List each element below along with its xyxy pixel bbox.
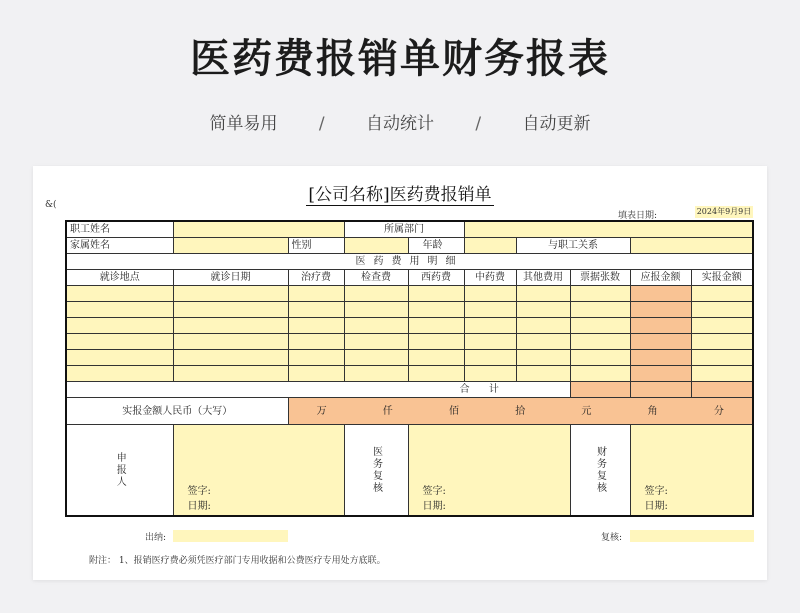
column-header-row (66, 270, 753, 286)
gender-field[interactable] (344, 238, 408, 254)
col-header-other: 其他费用 (516, 270, 570, 286)
claimed-cell[interactable] (630, 366, 691, 382)
applicant-date-label: 日期: (187, 501, 211, 512)
applicant-sign-box[interactable] (173, 425, 344, 517)
tag-auto-stat: 自动统计 (366, 114, 434, 134)
expense-cell[interactable] (516, 286, 570, 302)
expense-cell[interactable] (344, 334, 408, 350)
expense-row (66, 302, 753, 318)
total-row (66, 382, 753, 398)
expense-cell[interactable] (464, 350, 516, 366)
expense-cell[interactable] (516, 350, 570, 366)
unit-jiao: 角 (647, 405, 658, 417)
finance-review-sign-box[interactable] (630, 425, 753, 517)
applicant-label: 申报人 (114, 452, 126, 488)
finance-date-label: 日期: (644, 501, 668, 512)
finance-review-label-cell (570, 425, 630, 517)
tag-separator: / (318, 114, 325, 134)
expense-cell[interactable] (173, 366, 288, 382)
col-header-treatment: 治疗费 (288, 270, 344, 286)
reimbursement-sheet (33, 166, 767, 580)
actual-cell[interactable] (691, 334, 753, 350)
expense-cell[interactable] (464, 302, 516, 318)
reviewer-field[interactable] (630, 530, 754, 542)
expense-cell[interactable] (516, 334, 570, 350)
expense-cell[interactable] (570, 366, 630, 382)
expense-cell[interactable] (288, 286, 344, 302)
applicant-sign-label: 签字: (187, 486, 211, 497)
expense-cell[interactable] (570, 350, 630, 366)
tag-easy: 简单易用 (209, 114, 278, 134)
tag-auto-update: 自动更新 (522, 114, 591, 134)
expense-cell[interactable] (66, 334, 173, 350)
actual-cell[interactable] (691, 318, 753, 334)
expense-cell[interactable] (66, 286, 173, 302)
medical-review-label-cell (344, 425, 408, 517)
page-title: 医药费报销单财务报表 (190, 36, 610, 82)
medical-date-label: 日期: (422, 501, 446, 512)
expense-row (66, 350, 753, 366)
expense-cell[interactable] (344, 286, 408, 302)
expense-cell[interactable] (344, 318, 408, 334)
expense-cell[interactable] (464, 286, 516, 302)
col-header-date: 就诊日期 (173, 270, 288, 286)
expense-cell[interactable] (408, 286, 464, 302)
expense-cell[interactable] (464, 318, 516, 334)
family-name-field[interactable] (173, 238, 288, 254)
expense-cell[interactable] (288, 334, 344, 350)
expense-cell[interactable] (288, 318, 344, 334)
signature-row (66, 425, 753, 517)
amount-words-label: 实报金额人民币（大写） (66, 398, 288, 425)
footnote: 附注： 1、报销医疗费必须凭医疗部门专用收据和公费医疗专用处方底联。 (89, 556, 386, 566)
reviewer-label: 复核: (601, 533, 623, 543)
expense-cell[interactable] (66, 318, 173, 334)
employee-name-field[interactable] (173, 221, 344, 238)
expense-cell[interactable] (570, 334, 630, 350)
claimed-cell[interactable] (630, 302, 691, 318)
family-row (66, 238, 753, 254)
expense-row (66, 286, 753, 302)
expense-cell[interactable] (464, 366, 516, 382)
claimed-cell[interactable] (630, 334, 691, 350)
actual-cell[interactable] (691, 366, 753, 382)
unit-bai: 佰 (449, 405, 459, 417)
total-label: 合 计 (66, 382, 570, 398)
expense-cell[interactable] (408, 302, 464, 318)
col-header-receipts: 票据张数 (570, 270, 630, 286)
medical-review-sign-box[interactable] (408, 425, 570, 517)
expense-row (66, 334, 753, 350)
expense-cell[interactable] (344, 350, 408, 366)
expense-cell[interactable] (344, 302, 408, 318)
unit-wan: 万 (316, 405, 327, 417)
expense-row (66, 366, 753, 382)
medical-sign-label: 签字: (422, 486, 446, 497)
expense-cell[interactable] (570, 286, 630, 302)
detail-header-row (66, 254, 753, 270)
employee-row (66, 221, 753, 238)
expense-cell[interactable] (408, 366, 464, 382)
applicant-label-cell (66, 425, 173, 517)
expense-cell[interactable] (464, 334, 516, 350)
expense-cell[interactable] (570, 302, 630, 318)
unit-fen: 分 (713, 405, 724, 417)
expense-cell[interactable] (173, 334, 288, 350)
unit-qian: 仟 (382, 405, 393, 417)
expense-cell[interactable] (173, 350, 288, 366)
claimed-cell[interactable] (630, 318, 691, 334)
sheet-title: [公司名称]医药费报销单 (308, 185, 492, 205)
col-header-actual: 实报金额 (691, 270, 753, 286)
fill-date-label: 填表日期: (618, 211, 658, 221)
expense-cell[interactable] (516, 302, 570, 318)
gender-label: 性别 (288, 238, 344, 254)
feature-tags (0, 112, 800, 136)
cell-marker: &( (45, 200, 57, 210)
expense-cell[interactable] (288, 302, 344, 318)
unit-shi: 拾 (515, 405, 526, 417)
expense-cell[interactable] (173, 318, 288, 334)
employee-name-label: 职工姓名 (66, 221, 173, 238)
expense-cell[interactable] (408, 350, 464, 366)
actual-cell[interactable] (691, 350, 753, 366)
expense-cell[interactable] (408, 334, 464, 350)
amount-words-field[interactable] (288, 398, 753, 425)
col-header-exam: 检查费 (344, 270, 408, 286)
expense-cell[interactable] (173, 286, 288, 302)
cashier-label: 出纳: (145, 533, 167, 543)
total-receipts[interactable] (570, 382, 630, 398)
claimed-cell[interactable] (630, 286, 691, 302)
expense-cell[interactable] (344, 366, 408, 382)
col-header-claimed: 应报金额 (630, 270, 691, 286)
expense-cell[interactable] (570, 318, 630, 334)
col-header-chinese-med: 中药费 (464, 270, 516, 286)
department-field[interactable] (464, 221, 753, 238)
detail-header: 医药费用明细 (66, 254, 753, 270)
fill-date-value[interactable]: 2024年9月9日 (696, 207, 752, 216)
tag-separator: / (475, 114, 482, 134)
actual-cell[interactable] (691, 286, 753, 302)
col-header-western-med: 西药费 (408, 270, 464, 286)
col-header-location: 就诊地点 (66, 270, 173, 286)
reimbursement-form-table (65, 220, 754, 517)
expense-cell[interactable] (66, 350, 173, 366)
expense-cell[interactable] (173, 302, 288, 318)
expense-cell[interactable] (66, 302, 173, 318)
expense-cell[interactable] (408, 318, 464, 334)
cashier-field[interactable] (173, 530, 288, 542)
age-field[interactable] (464, 238, 516, 254)
expense-cell[interactable] (288, 350, 344, 366)
finance-review-label: 财务复核 (594, 446, 606, 494)
expense-cell[interactable] (288, 366, 344, 382)
claimed-cell[interactable] (630, 350, 691, 366)
amount-units (289, 398, 753, 424)
finance-sign-label: 签字: (644, 486, 668, 497)
relation-field[interactable] (630, 238, 753, 254)
total-claimed[interactable] (630, 382, 691, 398)
actual-cell[interactable] (691, 302, 753, 318)
age-label: 年龄 (408, 238, 464, 254)
family-name-label: 家属姓名 (66, 238, 173, 254)
amount-words-row (66, 398, 753, 425)
relation-label: 与职工关系 (516, 238, 630, 254)
unit-yuan: 元 (581, 405, 592, 417)
department-label: 所属部门 (344, 221, 464, 238)
expense-cell[interactable] (516, 318, 570, 334)
total-actual[interactable] (691, 382, 753, 398)
expense-cell[interactable] (516, 366, 570, 382)
expense-row (66, 318, 753, 334)
medical-review-label: 医务复核 (370, 446, 382, 494)
expense-cell[interactable] (66, 366, 173, 382)
